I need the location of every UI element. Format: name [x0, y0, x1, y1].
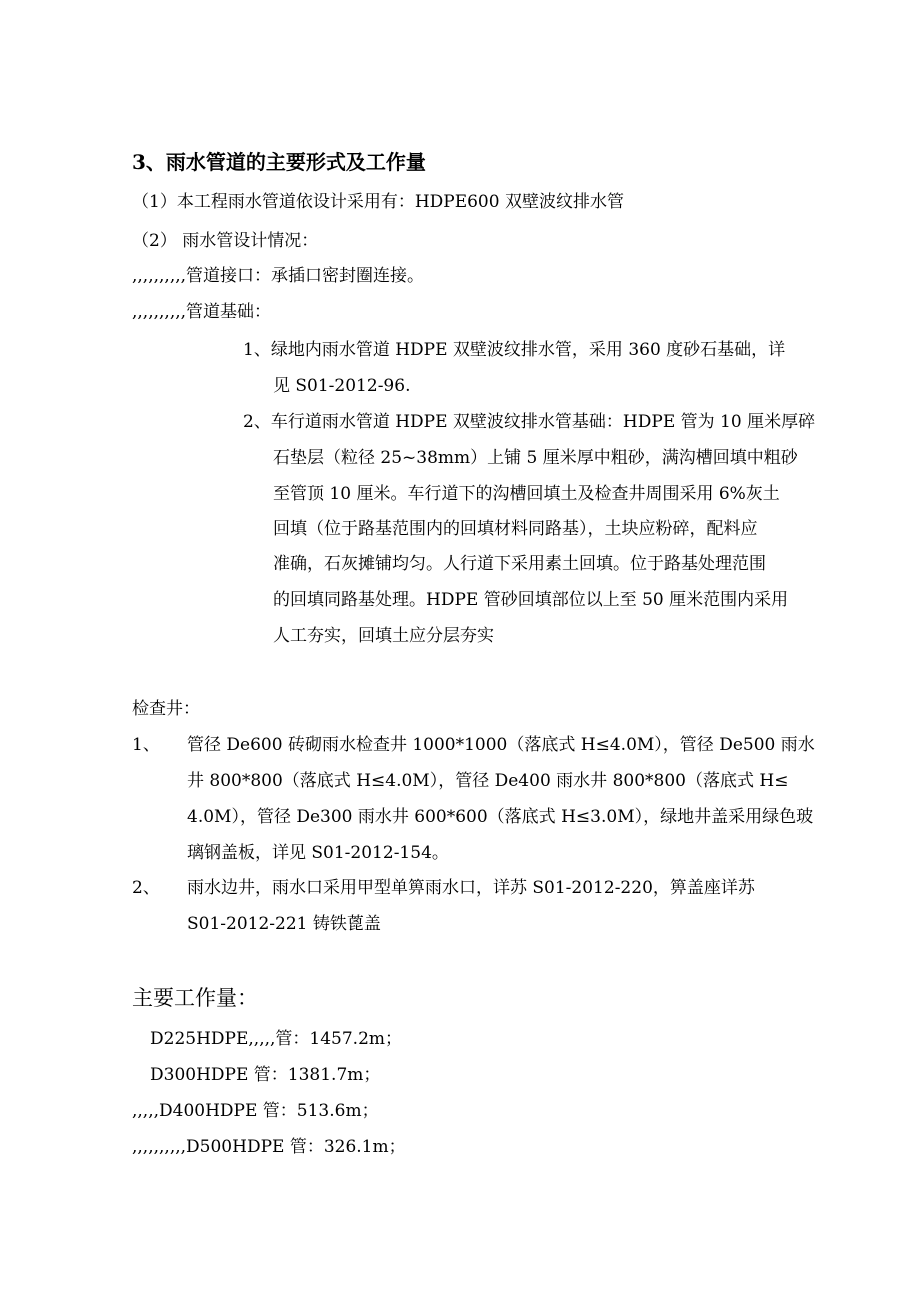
manhole-item-1-line: 4.0M），管径 De300 雨水井 600*600（落底式 H≤3.0M），绿地井盖采用绿色玻 — [187, 807, 814, 827]
foundation-item-2-line: 的回填同路基处理。HDPE 管砂回填部位以上至 50 厘米范围内采用 — [273, 590, 789, 610]
foundation-item-1-line: 1、绿地内雨水管道 HDPE 双壁波纹排水管，采用 360 度砂石基础，详 — [243, 340, 786, 360]
quantity-item: D225HDPE,,,,,管：1457.2m； — [150, 1029, 403, 1049]
manhole-item-2-line: S01-2012-221 铸铁蓖盖 — [187, 914, 381, 934]
foundation-item-2-line: 石垫层（粒径 25~38mm）上铺 5 厘米厚中粗砂，满沟槽回填中粗砂 — [273, 448, 798, 468]
quantity-item: D300HDPE 管：1381.7m； — [150, 1065, 381, 1085]
manhole-item-2-number: 2、 — [132, 878, 160, 898]
foundation-item-2-line: 至管顶 10 厘米。车行道下的沟槽回填土及检查井周围采用 6%灰土 — [273, 484, 780, 504]
foundation-item-2-line: 回填（位于路基范围内的回填材料同路基），土块应粉碎，配料应 — [273, 519, 758, 539]
quantities-heading: 主要工作量： — [132, 986, 258, 1010]
manhole-item-1-number: 1、 — [132, 735, 160, 755]
manhole-item-1-line: 璃钢盖板，详见 S01-2012-154。 — [187, 843, 449, 863]
foundation-item-2-line: 2、车行道雨水管道 HDPE 双壁波纹排水管基础：HDPE 管为 10 厘米厚碎 — [243, 412, 816, 432]
design-pipe-type: （1）本工程雨水管道依设计采用有：HDPE600 双壁波纹排水管 — [132, 192, 624, 212]
manhole-item-1-line: 井 800*800（落底式 H≤4.0M），管径 De400 雨水井 800*800（落底式 H≤ — [187, 771, 789, 791]
pipe-foundation-label: ,,,,,,,,,,管道基础： — [132, 302, 272, 322]
manhole-item-2-line: 雨水边井，雨水口采用甲型单箅雨水口，详苏 S01-2012-220，箅盖座详苏 — [187, 878, 755, 898]
section-heading: 3、雨水管道的主要形式及工作量 — [132, 150, 426, 174]
quantity-item: ,,,,,,,,,,D500HDPE 管：326.1m； — [132, 1137, 406, 1157]
manhole-item-1-line: 管径 De600 砖砌雨水检查井 1000*1000（落底式 H≤4.0M），管径 De500 雨水 — [187, 735, 815, 755]
quantity-item: ,,,,,D400HDPE 管：513.6m； — [132, 1101, 379, 1121]
pipe-joint-text: ,,,,,,,,,,管道接口：承插口密封圈连接。 — [132, 266, 425, 286]
foundation-item-2-line: 准确，石灰摊铺均匀。人行道下采用素土回填。位于路基处理范围 — [273, 554, 766, 574]
design-situation-label: （2） 雨水管设计情况： — [132, 231, 319, 251]
foundation-item-2-line: 人工夯实，回填土应分层夯实 — [273, 626, 494, 646]
manhole-label: 检查井： — [132, 699, 200, 719]
foundation-item-1-line: 见 S01-2012-96. — [273, 376, 411, 396]
